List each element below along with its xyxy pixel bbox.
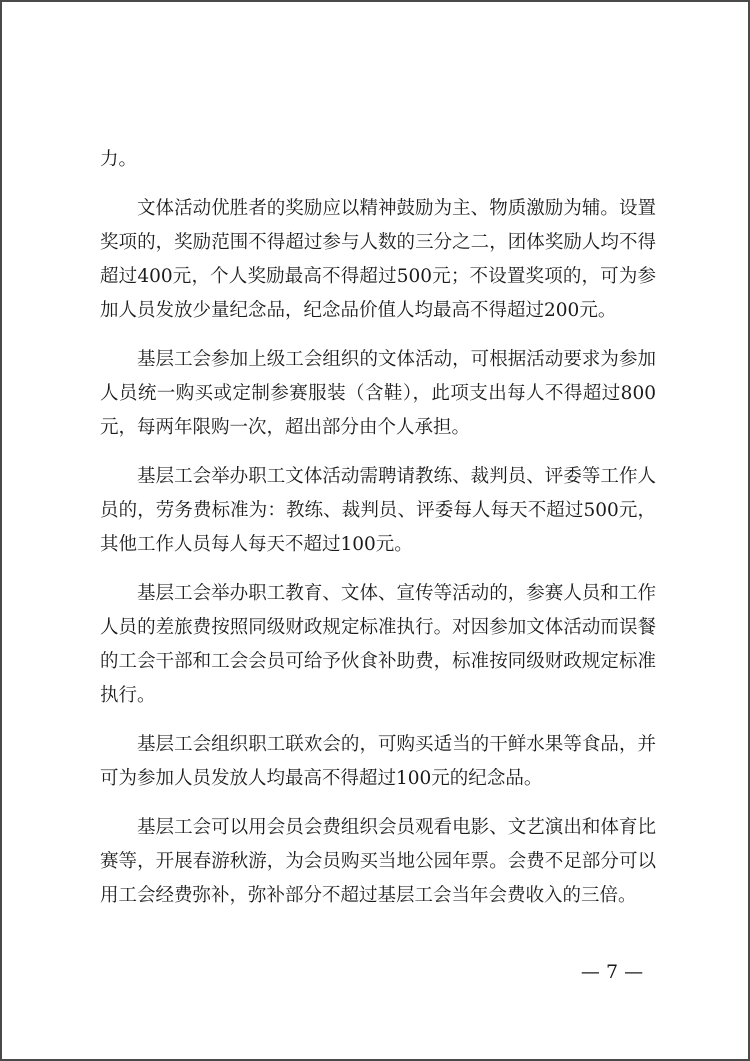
page-number: — 7 — <box>580 961 644 983</box>
paragraph-gala: 基层工会组织职工联欢会的，可购买适当的干鲜水果等食品，并可为参加人员发放人均最高不得超过100元的纪念品。 <box>100 734 656 789</box>
paragraph-awards: 文体活动优胜者的奖励应以精神鼓励为主、物质激励为辅。设置奖项的，奖励范围不得超过参与人数的三分之二，团体奖励人均不得超过400元，个人奖励最高不得超过500元；不设置奖项的，可为参加人员发放少量纪念品，纪念品价值人均最高不得超过200元。 <box>100 198 656 321</box>
paragraph-continuation: 力。 <box>100 149 138 170</box>
document-body <box>100 143 656 913</box>
paragraph-uniforms: 基层工会参加上级工会组织的文体活动，可根据活动要求为参加人员统一购买或定制参赛服装（含鞋），此项支出每人不得超过800元，每两年限购一次，超出部分由个人承担。 <box>100 349 656 438</box>
paragraph-travel-expenses: 基层工会举办职工教育、文体、宣传等活动的，参赛人员和工作人员的差旅费按照同级财政规定标准执行。对因参加文体活动而误餐的工会干部和工会会员可给予伙食补助费，标准按同级财政规定标准执行。 <box>100 583 656 706</box>
paragraph-member-dues: 基层工会可以用会员会费组织会员观看电影、文艺演出和体育比赛等，开展春游秋游，为会员购买当地公园年票。会费不足部分可以用工会经费弥补，弥补部分不超过基层工会当年会费收入的三倍。 <box>100 817 656 906</box>
paragraph-labor-fees: 基层工会举办职工文体活动需聘请教练、裁判员、评委等工作人员的，劳务费标准为：教练、裁判员、评委每人每天不超过500元，其他工作人员每人每天不超过100元。 <box>100 466 656 555</box>
